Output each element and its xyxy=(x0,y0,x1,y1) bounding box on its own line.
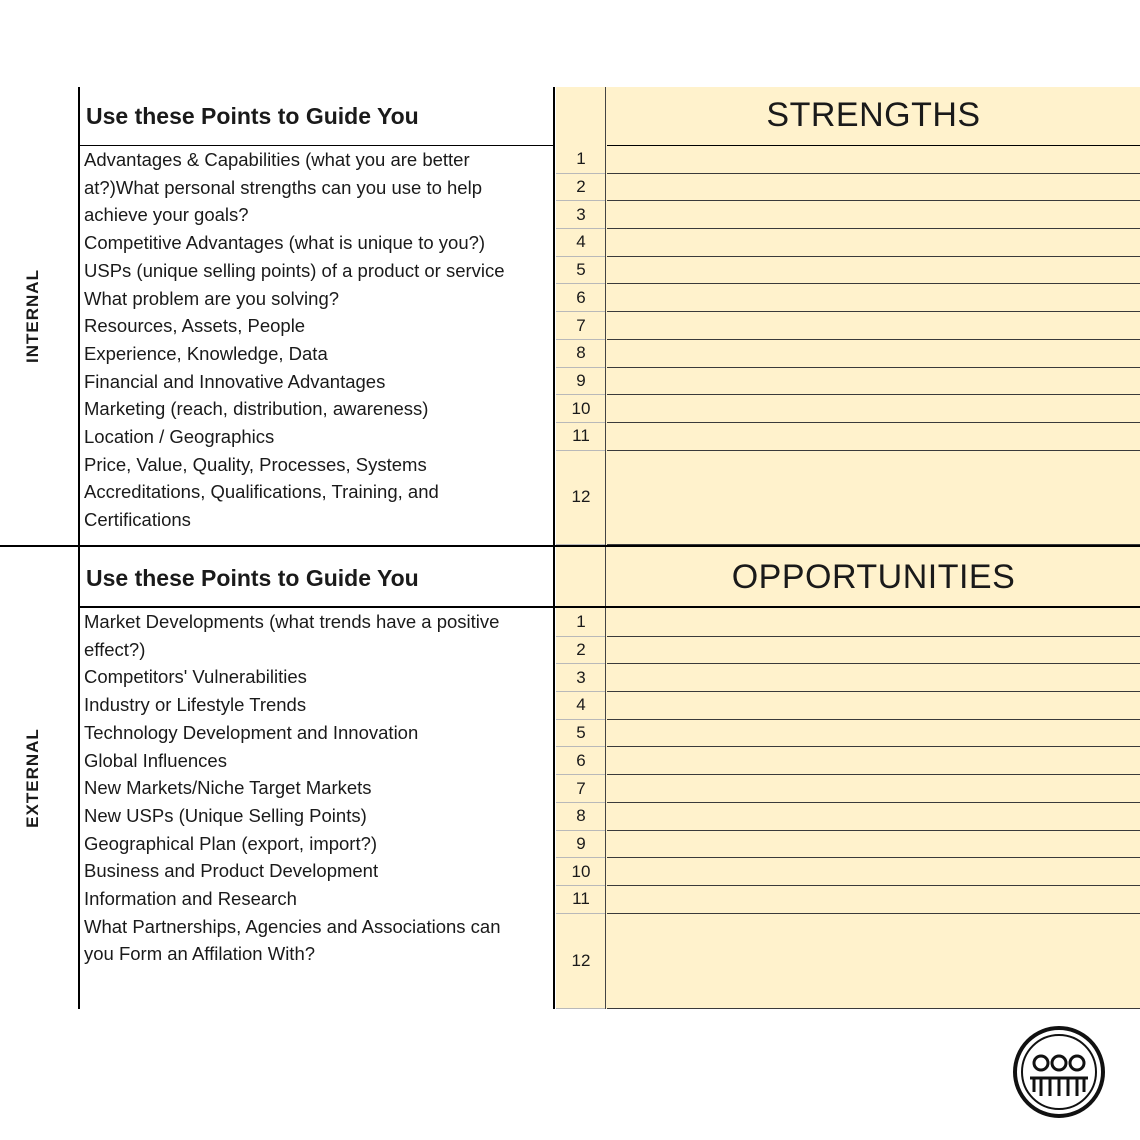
strengths-row-number: 2 xyxy=(556,174,606,202)
strengths-title: STRENGTHS xyxy=(766,96,981,134)
opportunities-guide-heading: Use these Points to Guide You xyxy=(86,565,419,591)
strengths-answer-cell[interactable] xyxy=(607,174,1140,202)
answer-column-divider xyxy=(605,87,606,1009)
opportunities-answer-cell[interactable] xyxy=(607,831,1140,859)
section-divider xyxy=(0,545,1140,547)
strengths-answer-cell[interactable] xyxy=(607,257,1140,285)
strengths-row-number: 5 xyxy=(556,257,606,285)
strengths-answer-cell[interactable] xyxy=(607,312,1140,340)
people-group-circle-icon xyxy=(1010,1023,1108,1121)
strengths-answer-cell[interactable] xyxy=(607,423,1140,451)
strengths-answer-cell[interactable] xyxy=(607,201,1140,229)
opportunities-answer-cell[interactable] xyxy=(607,775,1140,803)
strengths-row-number: 11 xyxy=(556,423,606,451)
opportunities-row-number: 4 xyxy=(556,692,606,720)
opportunities-row-number: 5 xyxy=(556,720,606,748)
strengths-answer-cell[interactable] xyxy=(607,451,1140,545)
strengths-guide-heading: Use these Points to Guide You xyxy=(86,103,419,129)
strengths-row-number: 1 xyxy=(556,146,606,174)
strengths-guide-text: Advantages & Capabilities (what you are better at?)What personal strengths can you use to help achieve your goals? Competitive Advantages (what is unique to you?) USPs (unique selling points) of a product or service What problem are you solving? Resources, Assets, People Experience, Knowledge, Data Financial and Innovative Advantages Marketing (reach, distribution, awareness) Location / Geographics Price, Value, Quality, Processes, Systems Accreditations, Qualifications, Training, and Certifications xyxy=(84,149,505,531)
opportunities-row-number: 12 xyxy=(556,914,606,1009)
strengths-answer-cell[interactable] xyxy=(607,285,1140,313)
external-label: EXTERNAL xyxy=(23,728,42,828)
opportunities-answer-cell[interactable] xyxy=(607,803,1140,831)
strengths-header-underline xyxy=(80,145,555,146)
left-divider xyxy=(78,87,80,1009)
strengths-row-number: 9 xyxy=(556,368,606,396)
strengths-row-number: 7 xyxy=(556,312,606,340)
opportunities-row-number: 11 xyxy=(556,886,606,914)
opportunities-guide-text: Market Developments (what trends have a positive effect?) Competitors' Vulnerabilities Industry or Lifestyle Trends Technology Development and Innovation Global Influences New Markets/Niche Target Markets New USPs (Unique Selling Points) Geographical Plan (export, import?) Business and Product Development Information and Research What Partnerships, Agencies and Associations can you Form an Affilation With? xyxy=(84,611,501,965)
opportunities-answer-cell[interactable] xyxy=(607,609,1140,637)
opportunities-title: OPPORTUNITIES xyxy=(731,558,1016,596)
strengths-title-underline xyxy=(607,145,1140,146)
opportunities-answer-cell[interactable] xyxy=(607,914,1140,1009)
opportunities-row-number: 3 xyxy=(556,664,606,692)
number-column-divider xyxy=(553,87,555,1009)
opportunities-row-number: 8 xyxy=(556,803,606,831)
strengths-row-number: 10 xyxy=(556,395,606,423)
strengths-row-number: 6 xyxy=(556,285,606,313)
opportunities-answer-cell[interactable] xyxy=(607,858,1140,886)
internal-label: INTERNAL xyxy=(23,269,43,363)
strengths-row-number: 4 xyxy=(556,229,606,257)
opportunities-answer-cell[interactable] xyxy=(607,748,1140,776)
opportunities-row-number: 9 xyxy=(556,831,606,859)
opportunities-row-number: 7 xyxy=(556,775,606,803)
opportunities-row-number: 2 xyxy=(556,637,606,665)
opportunities-answer-cell[interactable] xyxy=(607,637,1140,665)
strengths-answer-cell[interactable] xyxy=(607,368,1140,396)
strengths-answer-cell[interactable] xyxy=(607,146,1140,174)
opportunities-row-number: 6 xyxy=(556,748,606,776)
strengths-answer-cell[interactable] xyxy=(607,395,1140,423)
opportunities-row-number: 1 xyxy=(556,609,606,637)
strengths-row-number: 12 xyxy=(556,451,606,545)
opportunities-answer-cell[interactable] xyxy=(607,886,1140,914)
opportunities-header-underline xyxy=(80,606,1140,608)
strengths-row-number: 3 xyxy=(556,201,606,229)
strengths-row-number: 8 xyxy=(556,340,606,368)
opportunities-answer-cell[interactable] xyxy=(607,692,1140,720)
opportunities-row-number: 10 xyxy=(556,858,606,886)
opportunities-answer-cell[interactable] xyxy=(607,720,1140,748)
opportunities-answer-cell[interactable] xyxy=(607,664,1140,692)
strengths-answer-cell[interactable] xyxy=(607,229,1140,257)
strengths-answer-cell[interactable] xyxy=(607,340,1140,368)
